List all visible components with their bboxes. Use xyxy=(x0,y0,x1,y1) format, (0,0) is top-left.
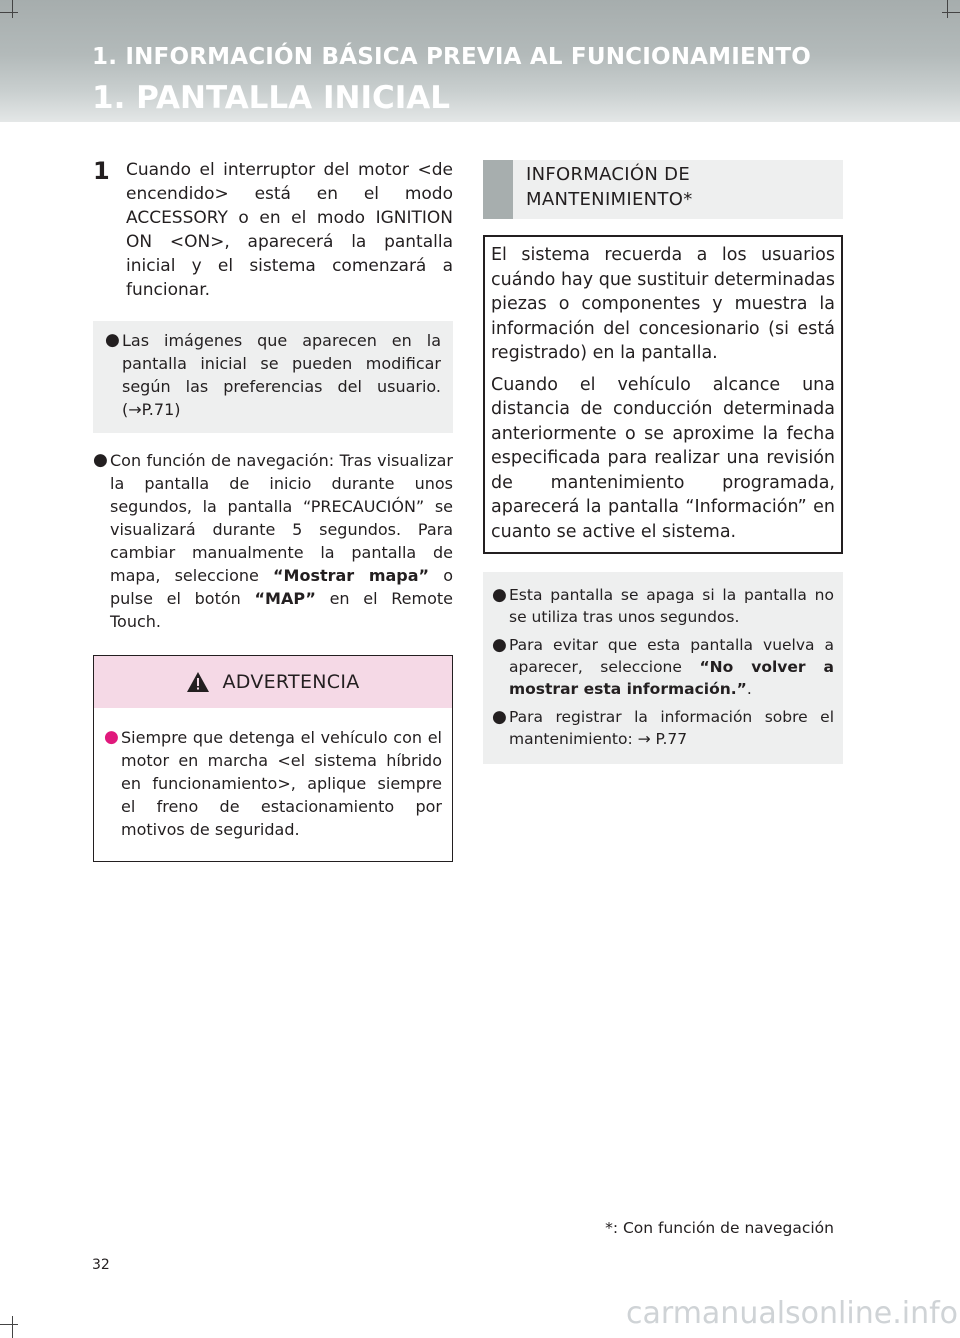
page-number: 32 xyxy=(92,1257,110,1273)
note-item xyxy=(105,329,441,421)
no-volver-label: “No volver a mostrar esta información.” xyxy=(509,658,834,698)
bullet-list xyxy=(93,449,453,633)
section-title: 1. INFORMACIÓN BÁSICA PREVIA AL FUNCIONAMIENTO xyxy=(92,44,812,70)
paragraph: El sistema recuerda a los usuarios cuándo hay que sustituir determinadas piezas o componentes y muestra la información del concesionario (si está registrado) en la pantalla. xyxy=(491,245,835,363)
warning-header xyxy=(94,656,452,708)
mostrar-mapa-label: “Mostrar mapa” xyxy=(273,566,430,585)
bullet-text: en el Remote Touch. xyxy=(110,589,453,631)
warning-title: ADVERTENCIA xyxy=(222,671,360,693)
note-item xyxy=(492,634,834,700)
step-1 xyxy=(93,158,453,302)
bullet-icon: ● xyxy=(104,727,119,747)
note-text: Para registrar la información sobre el mantenimiento: xyxy=(509,708,834,748)
crop-mark xyxy=(12,0,13,18)
crop-mark xyxy=(947,0,948,18)
note-text: Esta pantalla se apaga si la pantalla no se utiliza tras unos segundos. xyxy=(509,586,834,626)
maintenance-heading xyxy=(483,160,843,219)
page-title: 1. PANTALLA INICIAL xyxy=(92,80,451,116)
footnote: *: Con función de navegación xyxy=(605,1219,834,1237)
note-text: . xyxy=(746,680,752,698)
maintenance-notes xyxy=(483,572,843,764)
bullet-text: Con función de navegación: Tras visualizar la pantalla de inicio durante unos segundos, la pantalla “PRECAUCIÓN” se visualizará durante 5 segundos. Para cambiar manualmente la pantalla de mapa, seleccione xyxy=(110,451,453,585)
crop-mark xyxy=(12,1316,13,1338)
bullet-icon: ● xyxy=(93,450,108,470)
right-column xyxy=(483,160,843,764)
maintenance-info-box xyxy=(483,235,843,554)
watermark: carmanualsonline.info xyxy=(478,1290,960,1338)
page-reference: (→P.71) xyxy=(122,400,181,419)
note-text: Para evitar que esta pantalla vuelva a aparecer, seleccione xyxy=(509,636,834,676)
bullet-icon: ● xyxy=(492,707,507,727)
page-reference: → P.77 xyxy=(637,730,688,748)
bullet-icon: ● xyxy=(492,635,507,655)
heading-tab xyxy=(483,160,513,219)
paragraph: Cuando el vehículo alcance una distancia de conducción determinada anteriormente o se aproxime la fecha especificada para realizar una revisión de mantenimiento programada, aparecerá la pantalla “Información” en cuanto se active el sistema. xyxy=(491,374,835,542)
crop-mark xyxy=(942,12,960,13)
bullet-item xyxy=(93,449,453,633)
crop-mark xyxy=(0,1324,18,1325)
warning-box xyxy=(93,655,453,862)
heading-line: INFORMACIÓN DE xyxy=(526,164,690,185)
warning-body xyxy=(94,708,452,861)
note-item xyxy=(492,584,834,628)
warning-text: Siempre que detenga el vehículo con el motor en marcha <el sistema híbrido en funcionamiento>, aplique siempre el freno de estacionamiento por motivos de seguridad. xyxy=(121,728,442,839)
map-button-label: “MAP” xyxy=(254,589,316,608)
step-text: Cuando el interruptor del motor <de encendido> está en el modo ACCESSORY o en el modo IGNITION ON <ON>, aparecerá la pantalla inicial y el sistema comenzará a funcionar. xyxy=(126,160,453,300)
note-item xyxy=(492,706,834,750)
note-text: Las imágenes que aparecen en la pantalla inicial se pueden modificar según las preferencias del usuario. xyxy=(122,331,441,396)
crop-mark xyxy=(0,12,18,13)
bullet-icon: ● xyxy=(492,585,507,605)
bullet-text: o pulse el botón xyxy=(110,566,453,608)
left-column xyxy=(93,158,453,862)
heading-line: MANTENIMIENTO* xyxy=(526,189,693,210)
warning-item xyxy=(104,726,442,841)
note-box xyxy=(93,321,453,433)
warning-triangle-icon xyxy=(186,671,210,693)
step-number: 1 xyxy=(93,157,110,185)
bullet-icon: ● xyxy=(105,330,120,350)
